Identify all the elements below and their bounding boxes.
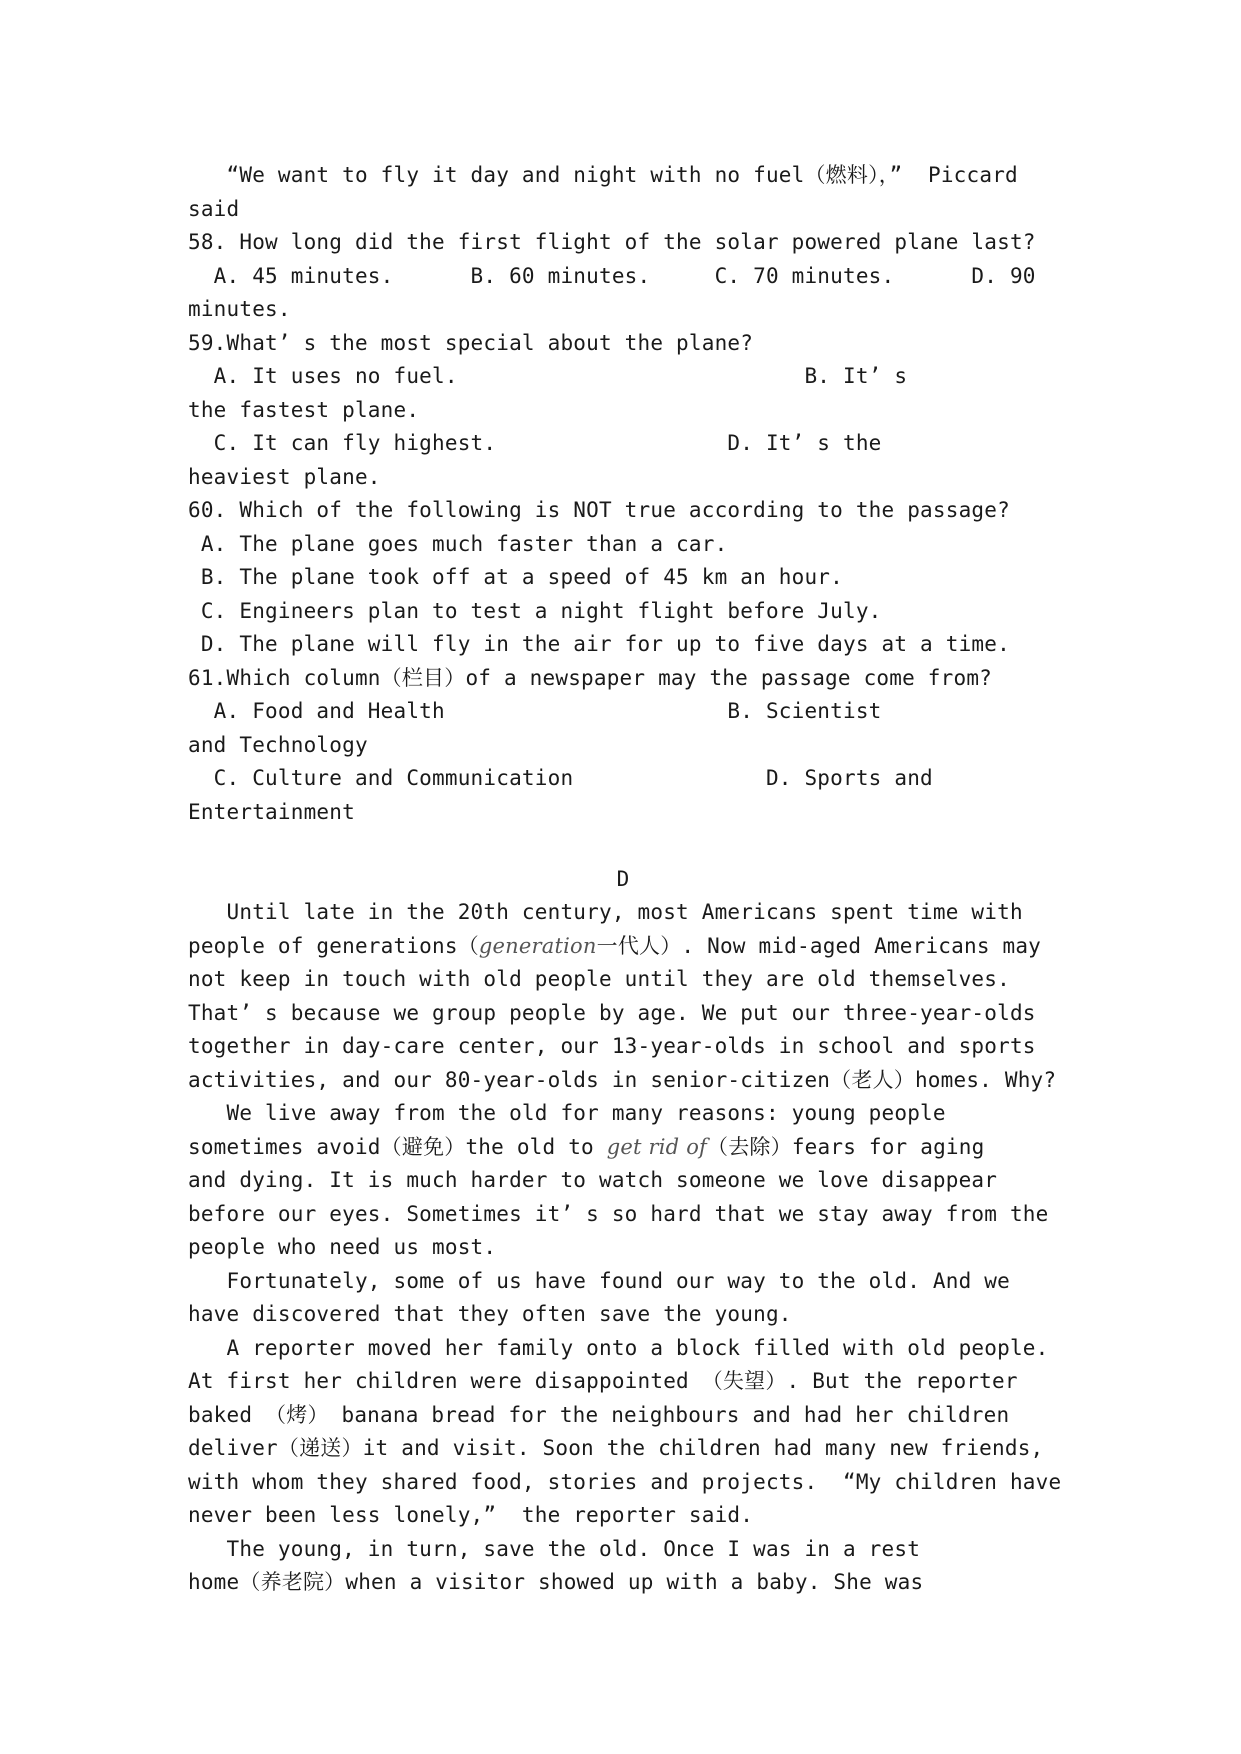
question-60-option-d: D. The plane will fly in the air for up to five days at a time. xyxy=(188,632,1010,656)
question-58-options: A. 45 minutes. B. 60 minutes. C. 70 minutes. D. 90 xyxy=(188,263,1036,288)
question-61: 61.Which column（栏目）of a newspaper may the passage come from? xyxy=(188,665,993,690)
text-run: sometimes avoid（避免）the old to xyxy=(188,1134,607,1159)
paragraph-line: At first her children were disappointed （失望）. But the reporter xyxy=(188,1369,1018,1393)
question-61-options-line: Entertainment xyxy=(188,799,355,824)
question-61-options-line: A. Food and Health B. Scientist xyxy=(188,699,882,723)
question-59-options-line: C. It can fly highest. D. It’ s the xyxy=(188,431,882,455)
paragraph-line xyxy=(188,930,1058,964)
paragraph-line: Until late in the 20th century, most Americans spent time with xyxy=(188,900,1023,924)
paragraph-line: have discovered that they often save the young. xyxy=(188,1302,792,1326)
paragraph-line: That’ s because we group people by age. We put our three-year-olds xyxy=(188,1000,1036,1025)
italic-term: get rid of xyxy=(606,1134,708,1159)
question-61-options-line: and Technology xyxy=(188,732,368,757)
question-60-option-a: A. The plane goes much faster than a car. xyxy=(188,531,728,556)
text-run: （去除）fears for aging xyxy=(707,1134,985,1159)
quote-wrap: said xyxy=(188,196,240,221)
paragraph-line: deliver（递送）it and visit. Soon the children had many new friends, xyxy=(188,1436,1044,1460)
paragraph-line: not keep in touch with old people until they are old themselves. xyxy=(188,967,1010,991)
question-60-option-c: C. Engineers plan to test a night flight before July. xyxy=(188,598,882,623)
paragraph-line: before our eyes. Sometimes it’ s so hard that we stay away from the xyxy=(188,1201,1049,1226)
paragraph-line: never been less lonely,” the reporter said. xyxy=(188,1503,754,1527)
document-body xyxy=(188,159,1062,1600)
italic-term: generation xyxy=(478,933,597,958)
question-61-options-line: C. Culture and Communication D. Sports and xyxy=(188,766,933,790)
paragraph-line: Fortunately, some of us have found our way to the old. And we xyxy=(188,1268,1010,1293)
section-heading: D xyxy=(616,866,630,891)
question-59-options-line: heaviest plane. xyxy=(188,464,381,489)
text-run: 一代人）. Now mid-aged Americans may xyxy=(596,933,1042,958)
paragraph-line: with whom they shared food, stories and projects. “My children have xyxy=(188,1469,1062,1494)
question-58-options-wrap: minutes. xyxy=(188,297,291,321)
paragraph-line: baked （烤） banana bread for the neighbours and had her children xyxy=(188,1402,1010,1427)
question-58: 58. How long did the first flight of the solar powered plane last? xyxy=(188,230,1036,254)
paragraph-line: people who need us most. xyxy=(188,1235,497,1259)
paragraph-line: The young, in turn, save the old. Once I was in a rest xyxy=(188,1536,921,1561)
paragraph-line xyxy=(188,1131,1058,1165)
question-59-options-line: the fastest plane. xyxy=(188,397,420,422)
question-59: 59.What’ s the most special about the plane? xyxy=(188,330,754,355)
paragraph-line: together in day-care center, our 13-year-olds in school and sports xyxy=(188,1034,1036,1058)
text-run: people of generations（ xyxy=(188,933,479,958)
paragraph-line: and dying. It is much harder to watch someone we love disappear xyxy=(188,1168,998,1192)
question-59-options-line: A. It uses no fuel. B. It’ s xyxy=(188,364,908,388)
paragraph-line: A reporter moved her family onto a block filled with old people. xyxy=(188,1335,1049,1360)
paragraph-line: We live away from the old for many reasons: young people xyxy=(188,1101,946,1125)
paragraph-line: home（养老院）when a visitor showed up with a baby. She was xyxy=(188,1570,924,1594)
quote-line: “We want to fly it day and night with no fuel（燃料），” Piccard xyxy=(188,163,1018,187)
question-60-option-b: B. The plane took off at a speed of 45 km an hour. xyxy=(188,565,843,589)
paragraph-line: activities, and our 80-year-olds in senior-citizen（老人）homes. Why? xyxy=(188,1067,1057,1092)
question-60: 60. Which of the following is NOT true according to the passage? xyxy=(188,498,1010,522)
spacer xyxy=(188,829,1058,863)
